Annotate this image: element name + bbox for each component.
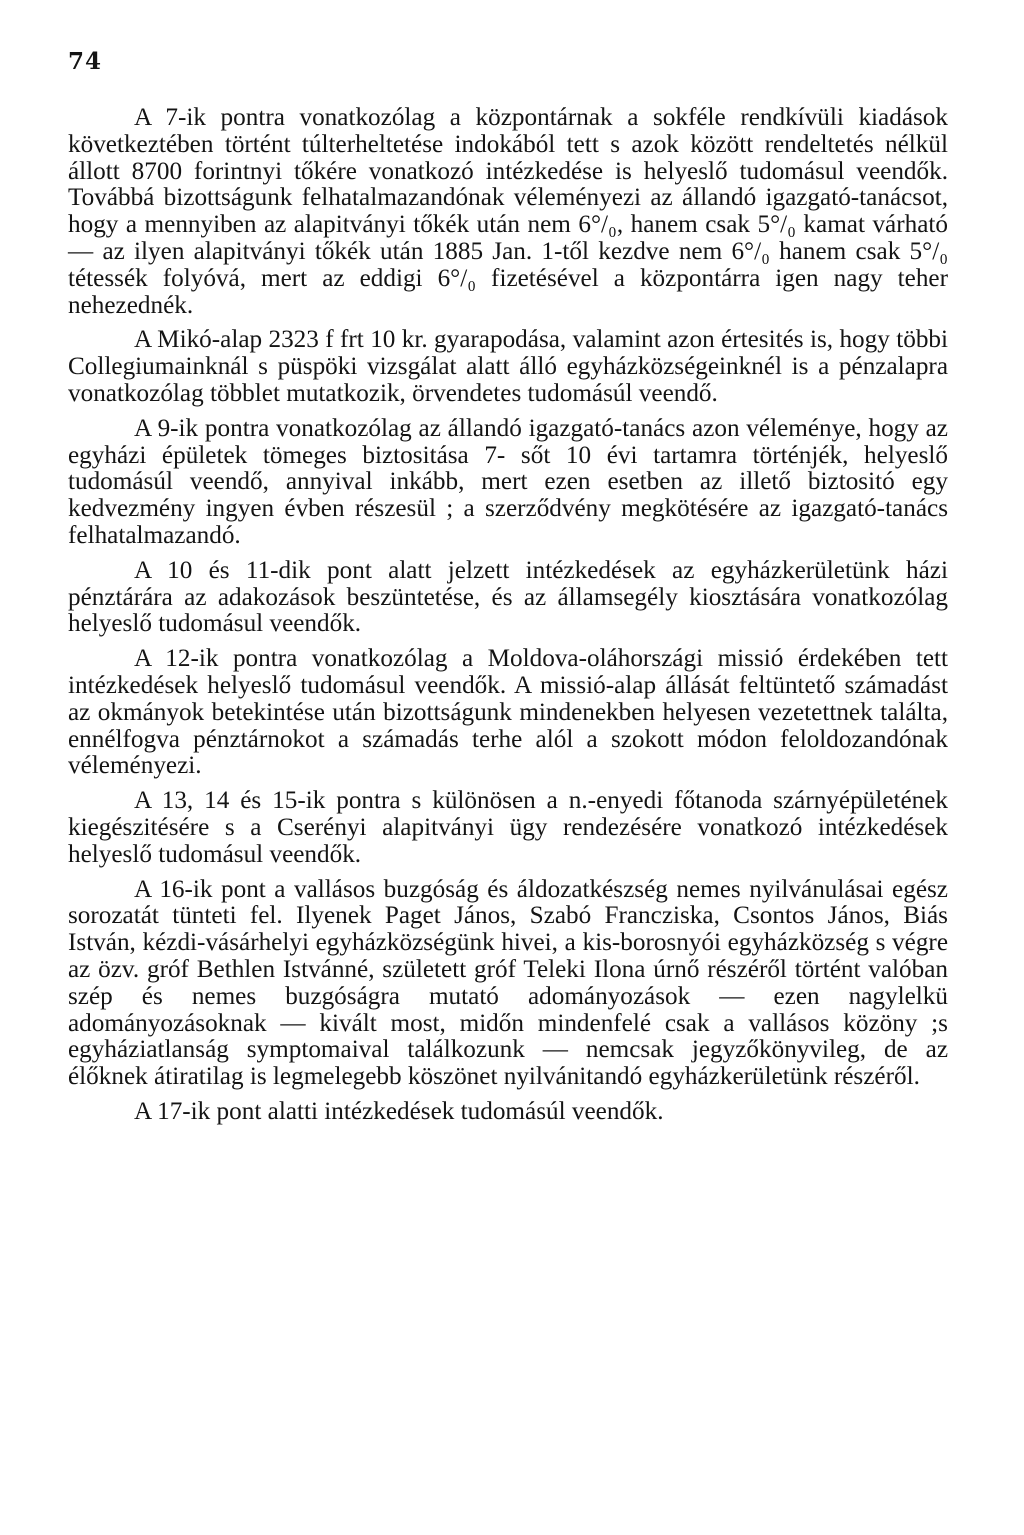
paragraph: A 10 és 11-dik pont alatt jelzett intézkedések az egyházkerületünk házi pénztárára az adakozások beszüntetése, és az államsegély kiosztására vonatkozólag helyeslő tudomásul veendők. [68,556,948,638]
paragraph: A 7-ik pontra vonatkozólag a központárnak a sokféle rendkívüli kiadások következtében történt túlterheltetése indokából tett s azok között rendeltetés nélkül állott 8700 forintnyi tőkére vonatkozó intézkedése is helyeslő tudomásul veendők. Továbbá bizottságunk felhatalmazandónak véleményezi az állandó igazgató-tanácsot, hogy a mennyiben az alapitványi tőkék után nem 6°/₀, hanem csak 5°/₀ kamat várható — az ilyen alapitványi tőkék után 1885 Jan. 1-től kezdve nem 6°/₀ hanem csak 5°/₀ tétessék folyóvá, mert az eddigi 6°/₀ fizetésével a központárra igen nagy teher nehezednék. [68,104,948,319]
paragraph: A 16-ik pont a vallásos buzgóság és áldozatkészség nemes nyilvánulásai egész sorozatát tünteti fel. Ilyenek Paget János, Szabó Francziska, Csontos János, Biás István, kézdi-vásárhelyi egyházközségünk hivei, a kis-borosnyói egyházközség s végre az özv. gróf Bethlen Istvánné, született gróf Teleki Ilona úrnő részéről történt valóban szép és nemes buzgóságra mutató adományozások — ezen nagylelkü adományozásoknak — kivált most, midőn mindenfelé csak a vallásos közöny ;s egyháziatlanság symptomaival találkozunk — nemcsak jegyzőkönyvileg, de az élőknek átiratilag is legmelegebb köszönet nyilvánitandó egyházkerületünk részéről. [68,875,948,1091]
paragraph: A 13, 14 és 15-ik pontra s különösen a n.-enyedi főtanoda szárnyépületének kiegészitésére s a Cserényi alapitványi ügy rendezésére vonatkozó intézkedések helyeslő tudomásul veendők. [68,787,948,868]
page-number: 74 [68,48,103,75]
paragraph: A 17-ik pont alatti intézkedések tudomásúl veendők. [134,1097,664,1125]
document-page [68,48,948,1134]
paragraph: A 9-ik pontra vonatkozólag az állandó igazgató-tanács azon véleménye, hogy az egyházi épületek tömeges biztositása 7- sőt 10 évi tartamra történjék, helyeslő tudomásúl veendő, annyival inkább, mert ezen esetben az illető biztositó egy kedvezmény ingyen évben részesül ; a szerződvény megkötésére az igazgató-tanács felhatalmazandó. [68,414,948,549]
paragraph: A 12-ik pontra vonatkozólag a Moldova-oláhországi missió érdekében tett intézkedések helyeslő tudomásul veendők. A missió-alap állását feltüntető számadást az okmányok betekintése után bizottságunk mindenekben helyesen vezetettnek találta, ennélfogva pénztárnokot a számadás terhe alól a szokott módon feloldozandónak véleményezi. [68,645,948,780]
paragraph: A Mikó-alap 2323 f frt 10 kr. gyarapodása, valamint azon értesités is, hogy többi Collegiumainknál s püspöki vizsgálat alatt álló egyházközségeinknél is a pénzalapra vonatkozólag többlet mutatkozik, örvendetes tudomásúl veendő. [68,326,948,407]
body-text [68,105,948,1126]
